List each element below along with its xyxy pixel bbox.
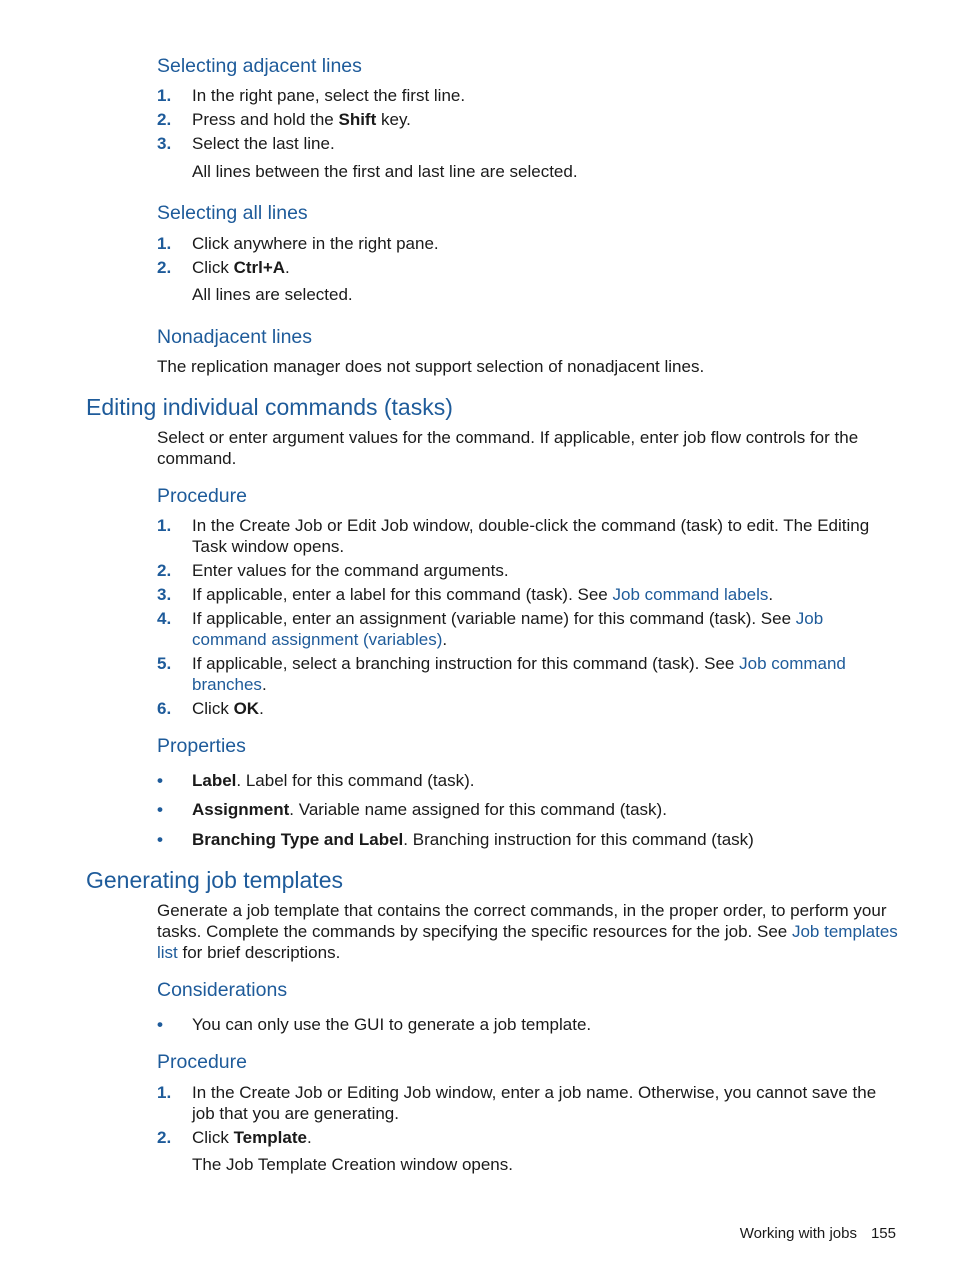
step-text: If applicable, enter a label for this command (task). See Job command labels.	[192, 585, 774, 604]
list-item	[157, 85, 898, 106]
bullet: •	[157, 800, 163, 819]
step-number: 1.	[157, 516, 172, 535]
step-text: In the Create Job or Editing Job window, enter a job name. Otherwise, you cannot save the job that you are generating.	[192, 1083, 877, 1123]
bullet-text: You can only use the GUI to generate a job template.	[192, 1015, 592, 1034]
heading-generating-job-templates: Generating job templates	[86, 867, 343, 893]
step-number: 2.	[157, 1128, 172, 1147]
step-number: 5.	[157, 654, 172, 673]
heading-editing-individual-commands: Editing individual commands (tasks)	[86, 394, 453, 420]
step-text: In the Create Job or Edit Job window, double-click the command (task) to edit. The Editing Task window opens.	[192, 516, 870, 556]
footer-section-title: Working with jobs	[739, 1225, 857, 1242]
step-number: 2.	[157, 561, 172, 580]
step-text: Select the last line.	[192, 134, 335, 153]
paragraph: Select or enter argument values for the command. If applicable, enter job flow controls for the command.	[157, 428, 859, 468]
list-item	[157, 560, 898, 581]
step-number: 3.	[157, 585, 172, 604]
step-number: 1.	[157, 234, 172, 253]
list-item	[157, 584, 898, 605]
step-number: 3.	[157, 134, 172, 153]
list-item	[157, 515, 898, 557]
step-result-note: All lines between the first and last line are selected.	[192, 162, 578, 181]
step-number: 6.	[157, 699, 172, 718]
paragraph: Generate a job template that contains the correct commands, in the proper order, to perform your tasks. Complete the commands by specifying the specific resources for the job. See Job templates list for brief descriptions.	[157, 901, 898, 962]
list-item	[157, 133, 898, 154]
step-result-note: The Job Template Creation window opens.	[192, 1155, 513, 1174]
heading-considerations: Considerations	[157, 979, 288, 1001]
paragraph: The replication manager does not support selection of nonadjacent lines.	[157, 357, 705, 376]
step-number: 2.	[157, 258, 172, 277]
bullet: •	[157, 830, 163, 849]
step-text: Click Ctrl+A.	[192, 258, 290, 277]
list-item	[157, 653, 898, 695]
list-item	[157, 829, 898, 850]
heading-procedure: Procedure	[157, 485, 247, 507]
step-number: 2.	[157, 110, 172, 129]
bullet-text: Assignment. Variable name assigned for this command (task).	[192, 800, 667, 819]
bullet-text: Branching Type and Label. Branching instruction for this command (task)	[192, 830, 754, 849]
step-text: If applicable, enter an assignment (variable name) for this command (task). See Job command assignment (variables).	[192, 609, 824, 649]
heading-selecting-all-lines: Selecting all lines	[157, 202, 308, 224]
link-job-templates-list[interactable]: Job templates list	[157, 922, 898, 962]
step-number: 1.	[157, 1083, 172, 1102]
step-text: Press and hold the Shift key.	[192, 110, 411, 129]
heading-properties: Properties	[157, 735, 246, 757]
bullet: •	[157, 771, 163, 790]
step-number: 1.	[157, 86, 172, 105]
list-item	[157, 1127, 898, 1148]
list-item	[157, 608, 898, 650]
step-text: Click anywhere in the right pane.	[192, 234, 439, 253]
step-text: Click OK.	[192, 699, 264, 718]
list-item	[157, 698, 898, 719]
bullet: •	[157, 1015, 163, 1034]
step-number: 4.	[157, 609, 172, 628]
list-item	[157, 233, 898, 254]
page-number: 155	[870, 1225, 896, 1242]
list-item	[157, 257, 898, 278]
list-item	[157, 1082, 898, 1124]
heading-procedure: Procedure	[157, 1051, 247, 1073]
list-item	[157, 799, 898, 820]
link-job-command-labels[interactable]: Job command labels	[612, 585, 769, 604]
list-item	[157, 770, 898, 791]
list-item	[157, 1014, 898, 1035]
link-job-command-assignment[interactable]: Job command assignment (variables)	[192, 609, 824, 649]
step-result-note: All lines are selected.	[192, 285, 353, 304]
heading-selecting-adjacent-lines: Selecting adjacent lines	[157, 55, 362, 77]
list-item	[157, 109, 898, 130]
step-text: Enter values for the command arguments.	[192, 561, 509, 580]
step-text: Click Template.	[192, 1128, 312, 1147]
heading-nonadjacent-lines: Nonadjacent lines	[157, 326, 313, 348]
page-footer	[740, 1223, 896, 1244]
link-job-command-branches[interactable]: Job command branches	[192, 654, 846, 694]
step-text: In the right pane, select the first line.	[192, 86, 466, 105]
step-text: If applicable, select a branching instruction for this command (task). See Job command branches.	[192, 654, 846, 694]
bullet-text: Label. Label for this command (task).	[192, 771, 475, 790]
